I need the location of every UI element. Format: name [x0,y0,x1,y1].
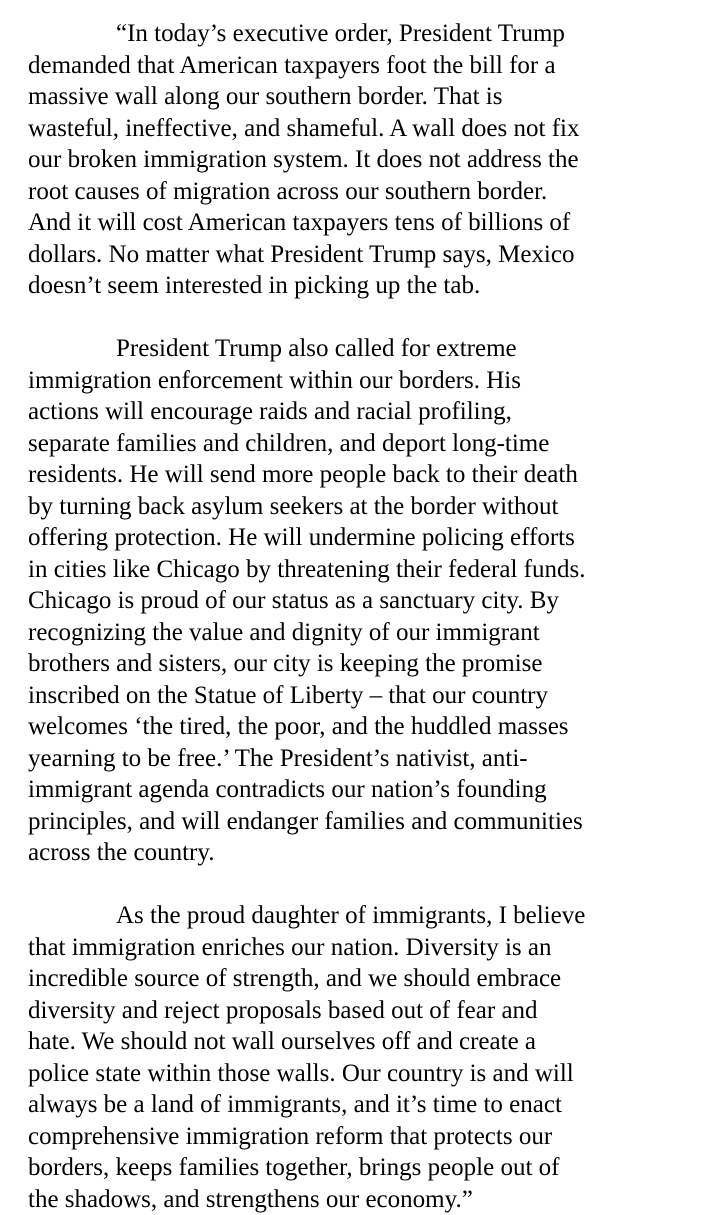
text-line: that immigration enriches our nation. Diversity is an [28,932,705,964]
text-line: police state within those walls. Our country is and will [28,1058,705,1090]
text-line: Chicago is proud of our status as a sanctuary city. By [28,585,705,617]
text-line: wasteful, ineffective, and shameful. A wall does not fix [28,113,705,145]
paragraph-2 [28,333,705,869]
text-line: recognizing the value and dignity of our immigrant [28,617,705,649]
text-line: “In today’s executive order, President Trump [28,18,705,50]
text-line: hate. We should not wall ourselves off and create a [28,1026,705,1058]
text-line: yearning to be free.’ The President’s nativist, anti- [28,743,705,775]
text-line: the shadows, and strengthens our economy.” [28,1184,705,1215]
text-line: massive wall along our southern border. That is [28,81,705,113]
text-line: by turning back asylum seekers at the border without [28,491,705,523]
text-line: doesn’t seem interested in picking up the tab. [28,270,705,302]
text-line: President Trump also called for extreme [28,333,705,365]
text-line: actions will encourage raids and racial profiling, [28,396,705,428]
text-line: our broken immigration system. It does not address the [28,144,705,176]
text-line: As the proud daughter of immigrants, I believe [28,900,705,932]
text-line: separate families and children, and deport long-time [28,428,705,460]
text-line: root causes of migration across our southern border. [28,176,705,208]
text-line: demanded that American taxpayers foot the bill for a [28,50,705,82]
text-line: borders, keeps families together, brings people out of [28,1152,705,1184]
paragraph-1 [28,18,705,302]
text-line: across the country. [28,837,705,869]
text-line: immigration enforcement within our borders. His [28,365,705,397]
text-line: residents. He will send more people back to their death [28,459,705,491]
text-line: And it will cost American taxpayers tens of billions of [28,207,705,239]
paragraph-3 [28,900,705,1215]
text-line: comprehensive immigration reform that protects our [28,1121,705,1153]
text-line: welcomes ‘the tired, the poor, and the huddled masses [28,711,705,743]
text-line: offering protection. He will undermine policing efforts [28,522,705,554]
text-line: in cities like Chicago by threatening their federal funds. [28,554,705,586]
text-line: diversity and reject proposals based out of fear and [28,995,705,1027]
text-line: dollars. No matter what President Trump says, Mexico [28,239,705,271]
statement-body [28,18,705,1215]
text-line: always be a land of immigrants, and it’s time to enact [28,1089,705,1121]
text-line: principles, and will endanger families and communities [28,806,705,838]
text-line: brothers and sisters, our city is keeping the promise [28,648,705,680]
text-line: immigrant agenda contradicts our nation’s founding [28,774,705,806]
text-line: inscribed on the Statue of Liberty – that our country [28,680,705,712]
text-line: incredible source of strength, and we should embrace [28,963,705,995]
